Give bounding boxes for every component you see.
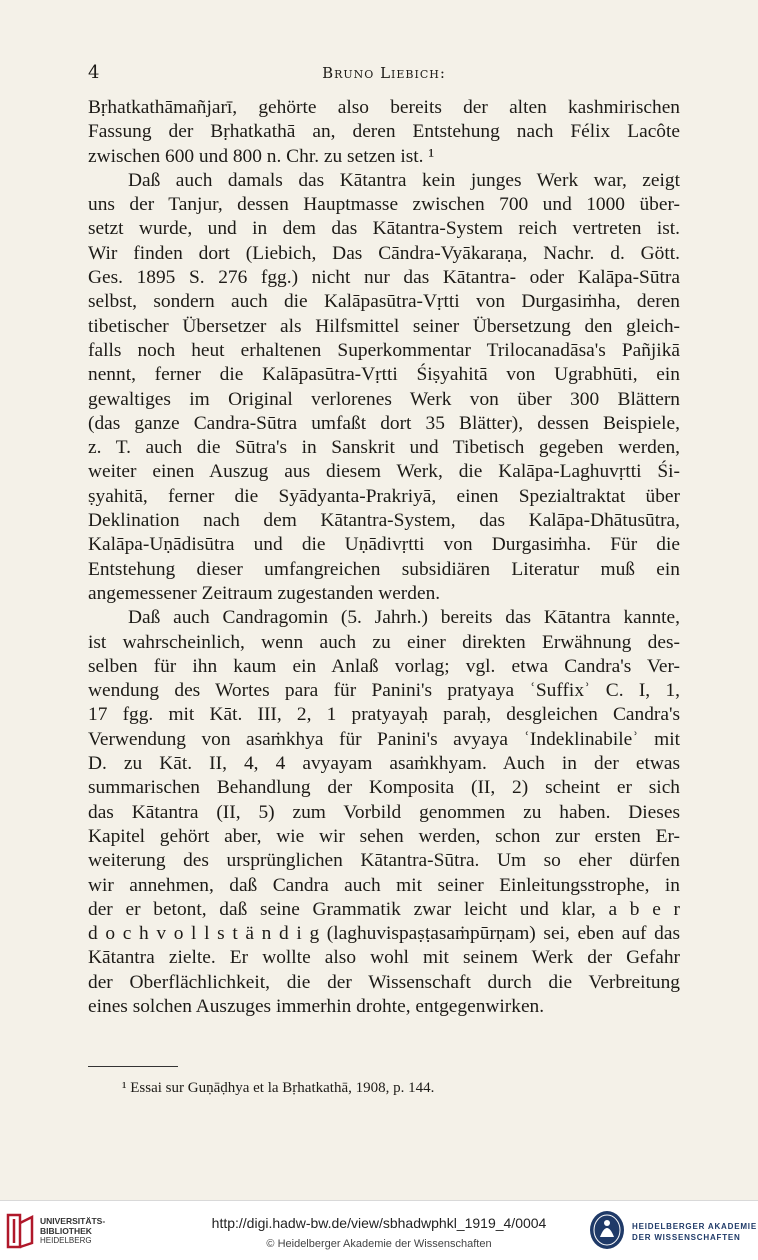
text-line: wendung des Wortes para für Panini's pratyaya ʿSuffixʾ C. I, 1, — [88, 680, 680, 702]
copyright-notice: © Heidelberger Akademie der Wissenschaften — [266, 1238, 492, 1250]
text-line: ist wahrscheinlich, wenn auch zu einer direkten Erwähnung des- — [88, 631, 680, 653]
text-line: uns der Tanjur, dessen Hauptmasse zwischen 700 und 1000 über- — [88, 194, 680, 216]
academy-line-2: DER WISSENSCHAFTEN — [632, 1233, 741, 1242]
permalink-url[interactable]: http://digi.hadw-bw.de/view/sbhadwphkl_1919_4/0004 — [211, 1215, 547, 1231]
text-line: D. zu Kāt. II, 4, 4 avyayam asaṁkhyam. Auch in der etwas — [88, 753, 680, 775]
text-line: wir annehmen, daß Candra auch mit seiner Einleitungsstrophe, in — [88, 874, 680, 896]
text-line: setzt wurde, und in dem das Kātantra-System reich vertreten ist. — [88, 218, 680, 240]
text-line: Daß auch damals das Kātantra kein junges Werk war, zeigt — [128, 169, 680, 191]
library-line-2: BIBLIOTHEK — [40, 1226, 92, 1236]
academy-seal-icon — [588, 1209, 626, 1251]
text-line: (das ganze Candra-Sūtra umfaßt dort 35 Blätter), dessen Beispiele, — [88, 412, 680, 434]
page-number: 4 — [88, 62, 100, 83]
text-line: Deklination nach dem Kātantra-System, das Kalāpa-Dhātusūtra, — [88, 510, 680, 532]
text-line: angemessener Zeitraum zugestanden werden. — [88, 582, 441, 604]
text-line: zwischen 600 und 800 n. Chr. zu setzen ist. ¹ — [88, 145, 435, 167]
text-line: z. T. auch die Sūtra's in Sanskrit und Tibetisch gegeben werden, — [88, 437, 680, 459]
academy-line-1: HEIDELBERGER AKADEMIE — [632, 1222, 757, 1231]
text-line: summarischen Behandlung der Komposita (II, 2) scheint er sich — [88, 777, 680, 799]
text-line: weiterung des ursprünglichen Kātantra-Sūtra. Um so eher dürfen — [88, 850, 680, 872]
text-line: Ges. 1895 S. 276 fgg.) nicht nur das Kātantra- oder Kalāpa-Sūtra — [88, 267, 680, 289]
text-line: Verwendung von asaṁkhya für Panini's avyaya ʿIndeklinabileʾ mit — [88, 728, 680, 750]
text-line: Kalāpa-Uṇādisūtra und die Uṇādivṛtti von Durgasiṁha. Für die — [88, 534, 680, 556]
text-line: selbst, sondern auch die Kalāpasūtra-Vṛtti von Durgasiṁha, deren — [88, 291, 680, 313]
text-line: der er betont, daß seine Grammatik zwar leicht und klar, a b e r — [88, 898, 680, 920]
text-line: Wir finden dort (Liebich, Das Cāndra-Vyākaraṇa, Nachr. d. Gött. — [88, 242, 680, 264]
footnote-rule — [88, 1066, 178, 1067]
viewer-footer — [0, 1200, 758, 1260]
text-line: falls noch heut erhaltenen Superkommentar Trilocanadāsa's Pañjikā — [88, 339, 680, 361]
library-line-1: UNIVERSITÄTS- — [40, 1216, 106, 1226]
text-line: Entstehung dieser umfangreichen subsidiären Literatur muß ein — [88, 558, 680, 580]
text-line: gewaltiges im Original verlorenes Werk von über 300 Blättern — [88, 388, 680, 410]
text-line: Fassung der Bṛhatkathā an, deren Entstehung nach Félix Lacôte — [88, 121, 680, 143]
academy-name — [632, 1221, 757, 1243]
text-line: Bṛhatkathāmañjarī, gehörte also bereits der alten kashmirischen — [88, 97, 680, 118]
footnote: ¹ Essai sur Guṇāḍhya et la Bṛhatkathā, 1908, p. 144. — [122, 1080, 435, 1096]
text-line: eines solchen Auszuges immerhin drohte, entgegenwirken. — [88, 995, 545, 1017]
text-line: Daß auch Candragomin (5. Jahrh.) bereits das Kātantra kannte, — [128, 607, 680, 629]
text-line: d o c h v o l l s t ä n d i g (laghuvispaṣṭasaṁpūrṇam) sei, eben auf das — [88, 923, 680, 945]
text-line: 17 fgg. mit Kāt. III, 2, 1 pratyayaḥ paraḥ, desgleichen Candra's — [88, 704, 680, 726]
text-line: der Oberflächlichkeit, die der Wissenschaft durch die Verbreitung — [88, 971, 680, 993]
running-head: Bruno Liebich: — [322, 64, 446, 82]
text-line: das Kātantra (II, 5) zum Vorbild genommen zu haben. Dieses — [88, 801, 680, 823]
text-line: Kātantra zielte. Er wollte also wohl mit seinem Werk der Gefahr — [88, 947, 680, 969]
library-line-3: HEIDELBERG — [40, 1236, 92, 1245]
text-line: Kapitel gehört aber, wie wir sehen werden, schon zur ersten Er- — [88, 825, 680, 847]
text-line: weiter einen Auszug aus diesem Werk, die Kalāpa-Laghuvṛtti Śi- — [88, 461, 680, 483]
text-line: ṣyahitā, ferner die Syādyanta-Prakriyā, einen Spezialtraktat über — [88, 485, 680, 507]
text-line: tibetischer Übersetzer als Hilfsmittel seiner Übersetzung den gleich- — [88, 315, 680, 337]
text-line: selben für ihn kaum ein Anlaß vorlag; vgl. etwa Candra's Ver- — [88, 655, 680, 677]
text-line: nennt, ferner die Kalāpasūtra-Vṛtti Śiṣyahitā von Ugrabhūti, ein — [88, 364, 680, 386]
body-text — [88, 96, 680, 1019]
page-header — [88, 62, 680, 88]
